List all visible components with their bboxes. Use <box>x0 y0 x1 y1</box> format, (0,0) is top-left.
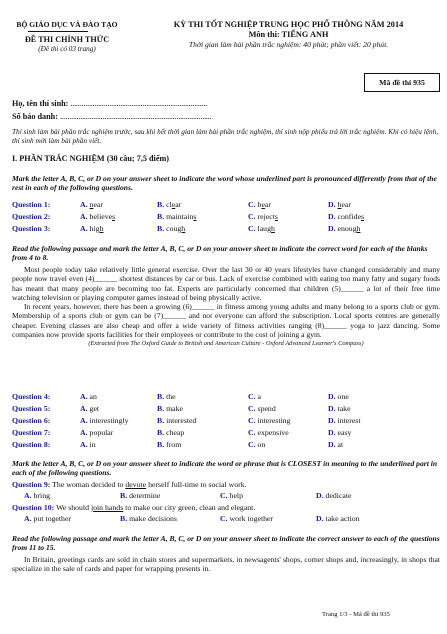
option-b[interactable]: B. maintains <box>157 212 197 221</box>
question-9-stem: Question 9: The woman decided to devote herself full-time to social work. <box>12 480 247 489</box>
option-a[interactable]: A. popular <box>80 428 114 437</box>
option-a[interactable]: A. get <box>80 404 100 413</box>
option-b[interactable]: B. determine <box>120 491 161 500</box>
candidate-id-field[interactable]: .................................................................................. <box>60 112 212 121</box>
option-c[interactable]: C. spend <box>248 404 276 413</box>
option-d[interactable]: D. take <box>328 404 351 413</box>
option-c[interactable]: C. on <box>248 440 266 449</box>
part-title: I. PHẦN TRẮC NGHIỆM (30 câu; 7,5 điểm) <box>12 154 169 163</box>
question-8 <box>12 440 440 450</box>
option-a[interactable]: A. near <box>80 200 103 209</box>
header-left <box>8 20 126 53</box>
question-label: Question 8: <box>12 440 51 449</box>
official-label: ĐỀ THI CHÍNH THỨC <box>24 35 110 44</box>
question-label: Question 3: <box>12 224 51 233</box>
candidate-name-label: Họ, tên thí sinh: <box>12 99 69 108</box>
passage-2 <box>12 555 440 574</box>
option-c[interactable]: C. bear <box>248 200 271 209</box>
option-b[interactable]: B. make decisions <box>120 514 177 523</box>
option-b[interactable]: B. the <box>157 392 176 401</box>
option-d[interactable]: D. dedicate <box>316 491 352 500</box>
underlined-phrase: join hands <box>90 503 124 512</box>
option-b[interactable]: B. cough <box>157 224 186 233</box>
option-a[interactable]: A. bring <box>24 491 51 500</box>
question-label: Question 10: <box>12 503 55 512</box>
section-4-directions: Read the following passage and mark the letter A, B, C, or D on your answer sheet to indicate the correct answer to each of the questions from 11 to 15. <box>12 534 440 553</box>
exam-title: KỲ THI TỐT NGHIỆP TRUNG HỌC PHỔ THÔNG NĂM 2014 <box>173 20 404 29</box>
option-a[interactable]: A. put together <box>24 514 72 523</box>
option-c[interactable]: C. expensive <box>248 428 289 437</box>
question-5 <box>12 404 440 414</box>
option-a[interactable]: A. interestingly <box>80 416 129 425</box>
section-1-directions: Mark the letter A, B, C, or D on your answer sheet to indicate the word whose underlined part is pronounced differently from that of the rest in each of the following questions. <box>12 174 437 193</box>
option-d[interactable]: D. at <box>328 440 344 449</box>
passage-1-source: (Extracted from The Oxford Guide to British and American Culture - Oxford Advanced Learner's Compass) <box>88 340 364 348</box>
question-label: Question 1: <box>12 200 51 209</box>
option-b[interactable]: B. from <box>157 440 182 449</box>
question-label: Question 7: <box>12 428 51 437</box>
question-9-options <box>12 491 440 501</box>
option-a[interactable]: A. believes <box>80 212 116 221</box>
option-b[interactable]: B. cheap <box>157 428 185 437</box>
passage-1 <box>12 265 440 349</box>
option-c[interactable]: C. laugh <box>248 224 275 233</box>
question-label: Question 6: <box>12 416 51 425</box>
exam-instructions: Thí sinh làm bài phần trắc nghiệm trước, sau khi hết thời gian làm bài phần trắc nghiệm, thí sinh nộp phiếu trả lời trắc nghiệm. Khi có hiệu lệnh, thí sinh mới làm bài phần viết. <box>12 127 439 146</box>
subject-line: Môn thi: TIẾNG ANH <box>248 30 329 39</box>
option-b[interactable]: B. make <box>157 404 183 413</box>
option-a[interactable]: A. in <box>80 440 96 449</box>
question-label: Question 9: <box>12 480 51 489</box>
option-d[interactable]: D. easy <box>328 428 352 437</box>
option-d[interactable]: D. interest <box>328 416 361 425</box>
option-c[interactable]: C. work together <box>220 514 274 523</box>
header-rule <box>28 31 88 32</box>
page-count-note: (Đề thi có 03 trang) <box>38 45 96 53</box>
question-10-stem: Question 10: We should join hands to make our city green, clean and elegant. <box>12 503 256 512</box>
question-2 <box>12 212 440 222</box>
option-a[interactable]: A. an <box>80 392 97 401</box>
option-d[interactable]: D. one <box>328 392 349 401</box>
option-c[interactable]: C. rejects <box>248 212 278 221</box>
underlined-phrase: devote <box>125 480 147 489</box>
option-c[interactable]: C. a <box>248 392 262 401</box>
timing-line: Thời gian làm bài phần trắc nghiệm: 40 phút; phần viết: 20 phút. <box>188 40 389 49</box>
question-7 <box>12 428 440 438</box>
header-right <box>136 20 441 49</box>
question-label: Question 2: <box>12 212 51 221</box>
question-4 <box>12 392 440 402</box>
option-c[interactable]: C. help <box>220 491 243 500</box>
section-2-directions: Read the following passage and mark the letter A, B, C, or D on your answer sheet to indicate the correct word for each of the blanks from 4 to 8. <box>12 244 428 263</box>
candidate-id-label: Số báo danh: <box>12 112 58 121</box>
option-c[interactable]: C. interesting <box>248 416 291 425</box>
option-d[interactable]: D. take action <box>316 514 360 523</box>
question-label: Question 5: <box>12 404 51 413</box>
option-d[interactable]: D. confides <box>328 212 364 221</box>
section-3-directions: Mark the letter A, B, C, or D on your answer sheet to indicate the word or phrase that is CLOSEST in meaning to the underlined part in each of the following questions. <box>12 459 438 478</box>
page-footer: Trang 1/3 - Mã đề thi 935 <box>322 611 390 618</box>
option-d[interactable]: D. enough <box>328 224 361 233</box>
option-d[interactable]: D. hear <box>328 200 351 209</box>
question-10-options <box>12 514 440 524</box>
option-a[interactable]: A. high <box>80 224 104 233</box>
question-1 <box>12 200 440 210</box>
option-b[interactable]: B. clear <box>157 200 182 209</box>
question-3 <box>12 224 440 234</box>
ministry-name: BỘ GIÁO DỤC VÀ ĐÀO TẠO <box>16 20 118 29</box>
candidate-id-line <box>12 112 211 121</box>
candidate-name-line <box>12 99 207 108</box>
passage-2-paragraph-1: In Britain, greetings cards are sold in chain stores and supermarkets, in newsagents' shops, corner shops and, increasingly, in shops that specialize in the sale of cards and paper for wrapping presents in. <box>12 555 440 574</box>
passage-1-paragraph-2: In recent years, however, there has been a growing (6)______ in fitness among young adults and many belong to a sports club or gym. Membership of a sports club or gym can be (7)______ and not everyone can afford the subscription. Local sports centres are generally cheaper. Evening classes are also cheap and offer a wide variety of fitness activities ranging (8)______ yoga to jazz dancing. Some companies now provide sports facilities for their employees or contribute to the cost of joining a gym. <box>12 302 440 340</box>
passage-1-paragraph-1: Most people today take relatively little general exercise. Over the last 30 or 40 years lifestyles have changed considerably and many people now travel even (4)______ shortest distances by car or bus. Lack of exercise combined with eating too many fatty and sugary foods has meant that many people are becoming too fat. Experts are particularly concerned that children (5)______ a lot of their free time watching television or playing computer games instead of being physically active. <box>12 265 440 302</box>
question-6 <box>12 416 440 426</box>
question-label: Question 4: <box>12 392 51 401</box>
option-b[interactable]: B. interested <box>157 416 197 425</box>
exam-code-box: Mã đề thi 935 <box>364 73 440 92</box>
candidate-name-field[interactable]: .......................................................................... <box>70 99 208 108</box>
